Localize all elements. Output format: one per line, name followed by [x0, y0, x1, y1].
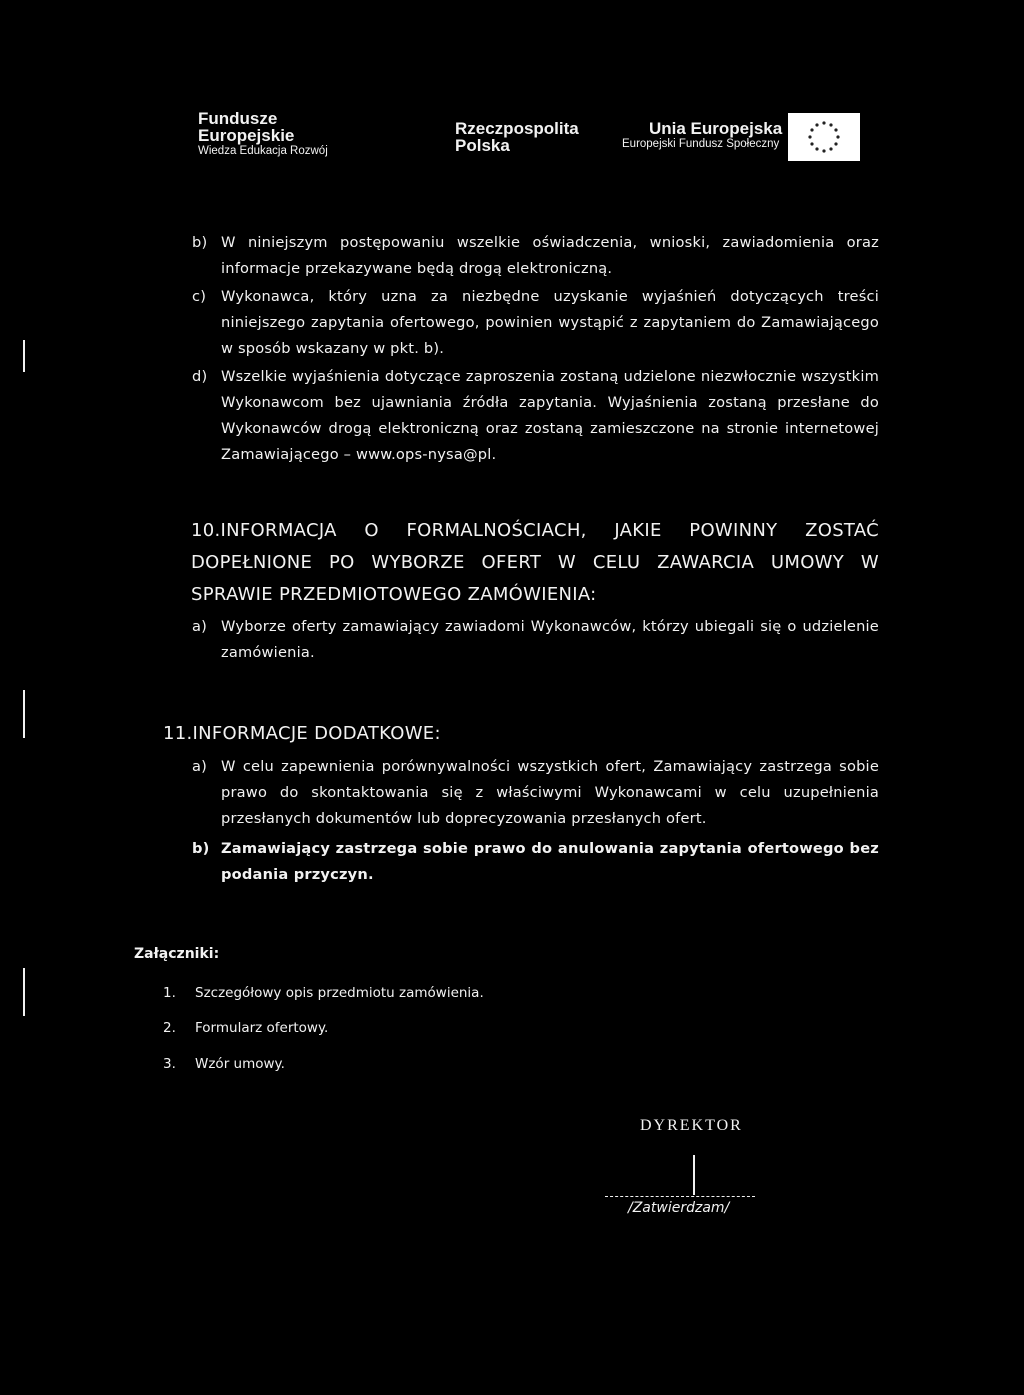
item-text: Wykonawca, który uzna za niezbędne uzyskanie wyjaśnień dotyczących treści niniejszego zapytania ofertowego, powinien wystąpić z zapytaniem do Zamawiającego w sposób wskazany w pkt. b). — [221, 288, 879, 357]
item-label: a) — [192, 758, 208, 775]
rp-logo-line2: Polska — [455, 136, 510, 155]
attachment-text: Szczegółowy opis przedmiotu zamówienia. — [195, 985, 484, 1001]
item-b-electronic-communication — [192, 230, 879, 282]
item-text: Wszelkie wyjaśnienia dotyczące zaproszenia zostaną udzielone niezwłocznie wszystkim Wykonawcom bez ujawniania źródła zapytania. Wyjaśnienia zostaną przesłane do Wykonawców drogą elektroniczną oraz zostaną zamieszczone na stronie internetowej Zamawiającego – www.ops-nysa@pl. — [221, 368, 879, 463]
rp-logo-line1: Rzeczpospolita — [455, 119, 579, 138]
item-text: Zamawiający zastrzega sobie prawo do anulowania zapytania ofertowego bez podania przyczyn. — [221, 840, 879, 883]
ue-logo-line1: Unia Europejska — [649, 119, 783, 138]
margin-mark — [23, 690, 25, 738]
item-text: W celu zapewnienia porównywalności wszystkich ofert, Zamawiający zastrzega sobie prawo do skontaktowania się z właściwymi Wykonawcami w celu uzupełnienia przesłanych dokumentów lub doprecyzowania przesłanych ofert. — [221, 758, 879, 827]
item-d-clarifications — [192, 364, 879, 468]
attachment-number: 3. — [163, 1056, 176, 1072]
signature-line — [605, 1196, 755, 1197]
item-text: W niniejszym postępowaniu wszelkie oświadczenia, wnioski, zawiadomienia oraz informacje przekazywane będą drogą elektroniczną. — [221, 234, 879, 277]
item-label: b) — [192, 234, 208, 251]
item-label: d) — [192, 368, 208, 385]
ue-logo-tagline: Europejski Fundusz Społeczny — [622, 138, 780, 150]
attachment-item — [163, 985, 484, 1001]
attachment-number: 1. — [163, 985, 176, 1001]
header-logos — [0, 0, 1024, 170]
margin-mark — [23, 340, 25, 372]
fe-logo-line1: Fundusze — [198, 109, 278, 128]
section-11-item-a — [192, 754, 879, 832]
item-label: b) — [192, 840, 210, 857]
section-11-item-b — [192, 836, 879, 888]
fe-logo-tagline: Wiedza Edukacja Rozwój — [198, 145, 328, 157]
section-10-heading: 10.INFORMACJA O FORMALNOŚCIACH, JAKIE POWINNY ZOSTAĆ DOPEŁNIONE PO WYBORZE OFERT W CELU ZAWARCIA UMOWY W SPRAWIE PRZEDMIOTOWEGO ZAMÓWIENIA: — [191, 520, 879, 605]
fe-logo-line2: Europejskie — [198, 126, 295, 145]
attachment-text: Formularz ofertowy. — [195, 1020, 329, 1036]
item-c-clarification-request — [192, 284, 879, 362]
item-label: a) — [192, 618, 208, 635]
item-text: Wyborze oferty zamawiający zawiadomi Wykonawców, którzy ubiegali się o udzielenie zamówienia. — [221, 618, 879, 661]
section-10-item-a — [192, 614, 879, 666]
item-label: c) — [192, 288, 207, 305]
attachment-number: 2. — [163, 1020, 176, 1036]
signature-title: DYREKTOR — [640, 1117, 743, 1134]
attachment-text: Wzór umowy. — [195, 1056, 285, 1072]
margin-mark — [23, 968, 25, 1016]
signature-stroke — [693, 1155, 695, 1195]
attachment-item — [163, 1056, 285, 1072]
attachments-title: Załączniki: — [134, 946, 220, 962]
eu-flag-icon — [788, 113, 860, 161]
approval-label: /Zatwierdzam/ — [628, 1200, 730, 1216]
attachment-item — [163, 1020, 328, 1036]
section-11-heading: 11.INFORMACJE DODATKOWE: — [163, 723, 441, 744]
